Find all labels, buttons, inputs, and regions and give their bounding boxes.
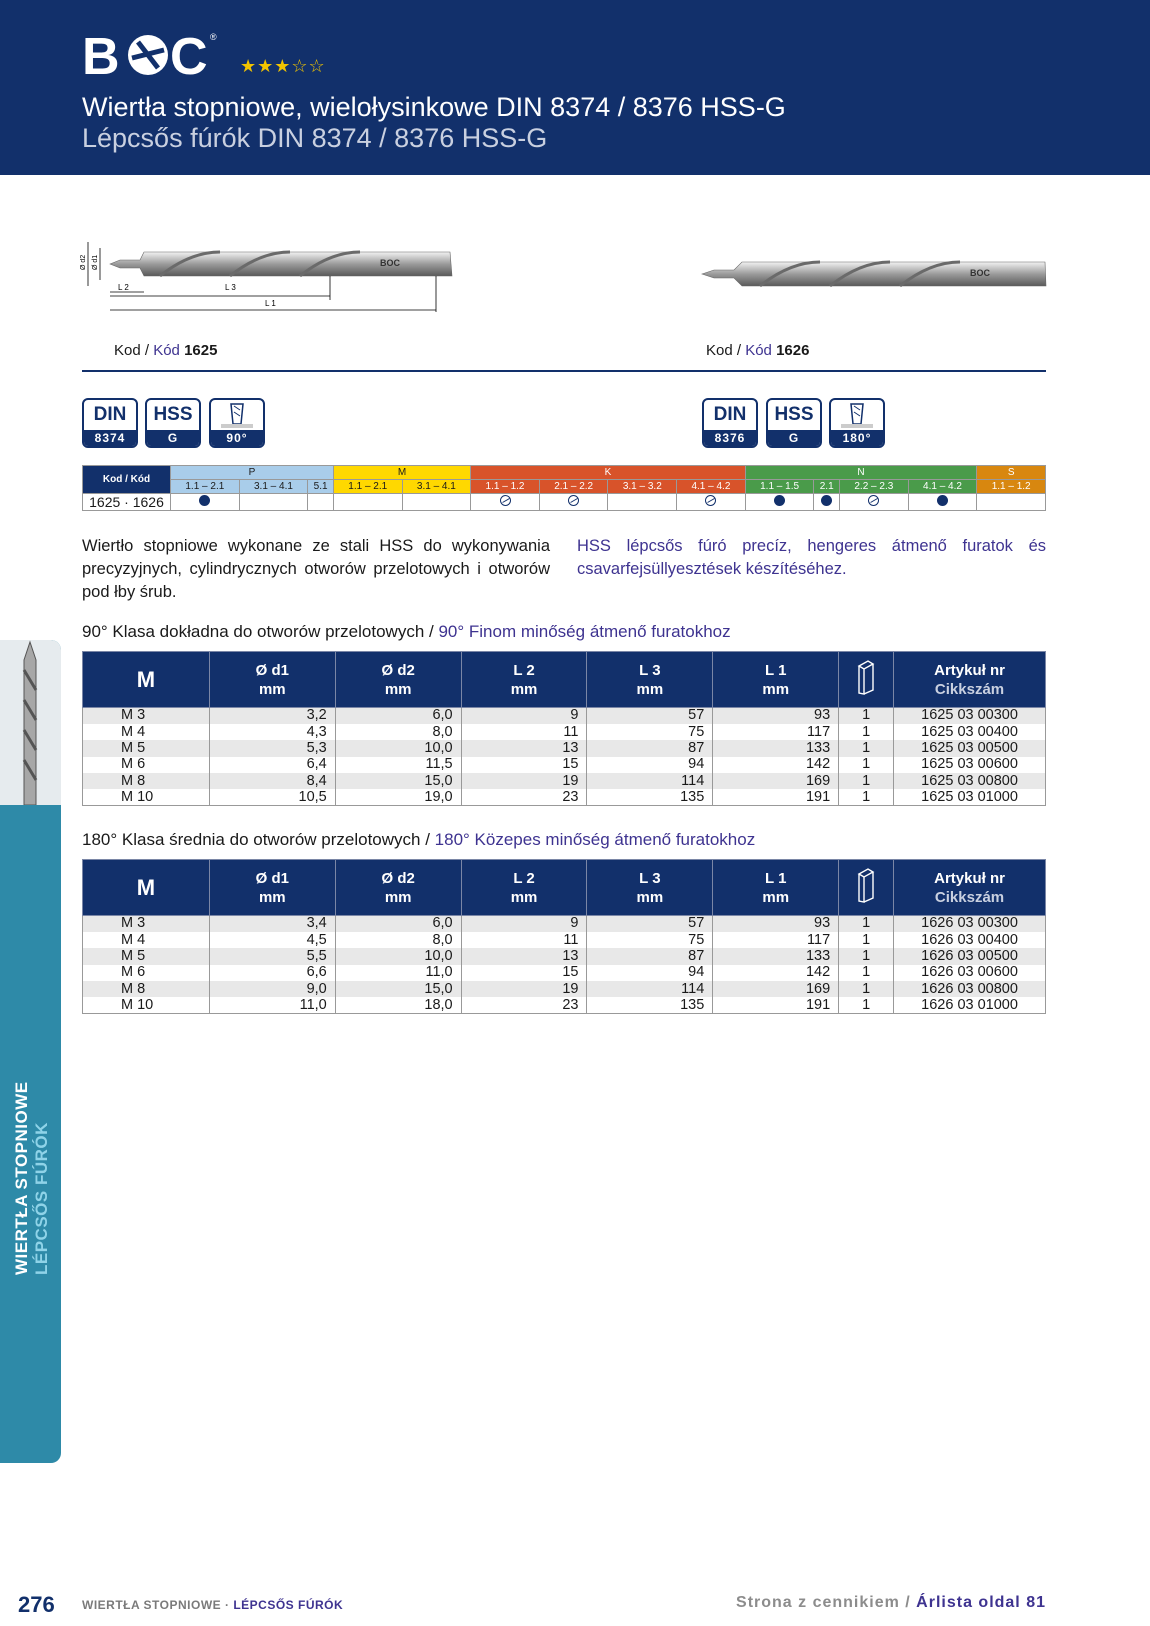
- table-cell: 135: [587, 997, 713, 1013]
- full-dot-icon: [937, 495, 948, 506]
- table-cell: 9: [461, 708, 587, 724]
- table-cell: 23: [461, 997, 587, 1013]
- angle-90-badge: 90°: [209, 398, 265, 448]
- material-mark: [840, 494, 909, 511]
- table-cell: 142: [713, 965, 839, 981]
- table-cell: 1626 03 00800: [894, 981, 1046, 997]
- boc-logo: [82, 28, 222, 80]
- table-cell: 1626 03 00500: [894, 948, 1046, 964]
- full-dot-icon: [199, 495, 210, 506]
- table-cell: 15,0: [335, 981, 461, 997]
- col-m: M: [83, 860, 210, 916]
- rating-stars: ★★★☆☆: [240, 56, 326, 76]
- table-row: [83, 740, 1046, 756]
- table-cell: 4,3: [209, 724, 335, 740]
- footer-section: WIERTŁA STOPNIOWE · LÉPCSŐS FÚRÓK: [82, 1598, 344, 1612]
- table-cell: M 8: [83, 981, 210, 997]
- table-cell: 114: [587, 773, 713, 789]
- svg-text:BOC: BOC: [970, 268, 990, 278]
- table-cell: 4,5: [209, 932, 335, 948]
- angle-180-badge: 180°: [829, 398, 885, 448]
- table-cell: 87: [587, 948, 713, 964]
- table-cell: 169: [713, 773, 839, 789]
- svg-text:C: C: [170, 28, 208, 80]
- table-row: [83, 724, 1046, 740]
- table-cell: 133: [713, 948, 839, 964]
- table-cell: 19,0: [335, 789, 461, 805]
- group-m: M: [333, 466, 470, 480]
- hss-g-badge-2: HSS G: [766, 398, 822, 448]
- svg-text:B: B: [82, 28, 120, 80]
- table-cell: 1625 03 00500: [894, 740, 1046, 756]
- material-mark: [471, 494, 540, 511]
- table-cell: 10,0: [335, 948, 461, 964]
- table-cell: 11: [461, 724, 587, 740]
- table-cell: 9: [461, 916, 587, 932]
- table-row: [83, 773, 1046, 789]
- table-cell: 8,4: [209, 773, 335, 789]
- table-cell: 1626 03 00300: [894, 916, 1046, 932]
- spec-table-1626: [82, 859, 1046, 1014]
- table-cell: 93: [713, 916, 839, 932]
- table-cell: 75: [587, 932, 713, 948]
- table-cell: 11,0: [335, 965, 461, 981]
- col-l2: L 2 mm: [461, 652, 587, 708]
- material-mark: [745, 494, 814, 511]
- page-title-hu: Lépcsős fúrók DIN 8374 / 8376 HSS-G: [82, 123, 548, 153]
- table-cell: 114: [587, 981, 713, 997]
- table-row: [83, 997, 1046, 1013]
- table-cell: 6,4: [209, 757, 335, 773]
- table-cell: 1626 03 00600: [894, 965, 1046, 981]
- col-article: Artykuł nr Cikkszám: [894, 860, 1046, 916]
- table-cell: 1625 03 00800: [894, 773, 1046, 789]
- pack-icon: [839, 860, 894, 916]
- table-cell: 1: [839, 948, 894, 964]
- table-cell: 1: [839, 740, 894, 756]
- half-circle-icon: [568, 495, 579, 506]
- spec-table-1625: [82, 651, 1046, 806]
- sub: 1.1 – 2.1: [171, 480, 240, 494]
- d2-label: Ø d2: [80, 254, 87, 270]
- table-cell: 23: [461, 789, 587, 805]
- table-cell: 11,5: [335, 757, 461, 773]
- material-table: [82, 465, 1046, 511]
- table-cell: 5,3: [209, 740, 335, 756]
- table-row: [83, 708, 1046, 724]
- table-cell: 117: [713, 724, 839, 740]
- sub: 4.1 – 4.2: [677, 480, 746, 494]
- d1-label: Ø d1: [92, 254, 99, 270]
- hss-g-badge: HSS G: [145, 398, 201, 448]
- table-cell: 1626 03 01000: [894, 997, 1046, 1013]
- table-cell: 1: [839, 773, 894, 789]
- sub: 1.1 – 1.5: [745, 480, 814, 494]
- half-circle-icon: [868, 495, 879, 506]
- table-cell: 169: [713, 981, 839, 997]
- sub: 3.1 – 4.1: [239, 480, 308, 494]
- svg-text:BOC: BOC: [380, 258, 400, 268]
- table-cell: 6,0: [335, 708, 461, 724]
- material-mark: [608, 494, 677, 511]
- table-cell: 1: [839, 916, 894, 932]
- l2-label: L 2: [118, 283, 129, 292]
- kod-label: Kod / Kód: [83, 466, 171, 494]
- table-cell: 133: [713, 740, 839, 756]
- description-pl: Wiertło stopniowe wykonane ze stali HSS do wykonywania precyzyjnych, cylindrycznych otworów przelotowych i otworów pod łby śrub.: [82, 537, 550, 601]
- table-cell: 18,0: [335, 997, 461, 1013]
- table-cell: 94: [587, 757, 713, 773]
- material-mark: [171, 494, 240, 511]
- col-d2: Ø d2 mm: [335, 652, 461, 708]
- full-dot-icon: [821, 495, 832, 506]
- table-cell: 1626 03 00400: [894, 932, 1046, 948]
- col-article: Artykuł nr Cikkszám: [894, 652, 1046, 708]
- table-cell: 1: [839, 789, 894, 805]
- sub: 1.1 – 1.2: [977, 480, 1046, 494]
- table-cell: 11,0: [209, 997, 335, 1013]
- group-p: P: [171, 466, 334, 480]
- table-cell: 94: [587, 965, 713, 981]
- table-row: [83, 789, 1046, 805]
- table-cell: 1625 03 00300: [894, 708, 1046, 724]
- group-n: N: [745, 466, 977, 480]
- side-drill-image: [0, 640, 61, 805]
- material-mark: [239, 494, 308, 511]
- group-s: S: [977, 466, 1046, 480]
- table-cell: 1625 03 00400: [894, 724, 1046, 740]
- group-k: K: [471, 466, 746, 480]
- col-d1: Ø d1 mm: [209, 652, 335, 708]
- table-cell: M 4: [83, 724, 210, 740]
- col-d1: Ø d1 mm: [209, 860, 335, 916]
- col-l3: L 3 mm: [587, 860, 713, 916]
- table-cell: 75: [587, 724, 713, 740]
- code-cell: 1625 · 1626: [83, 494, 171, 511]
- drill-point-icon: [831, 400, 883, 430]
- material-mark: [814, 494, 840, 511]
- kod-1626: Kod / Kód 1626: [706, 342, 810, 359]
- full-dot-icon: [774, 495, 785, 506]
- table-cell: 135: [587, 789, 713, 805]
- description-hu: HSS lépcsős fúró precíz, hengeres átmenő furatok és csavarfejsüllyesztések készítéséhez.: [577, 537, 1046, 578]
- table-cell: 1: [839, 932, 894, 948]
- sub: 1.1 – 2.1: [333, 480, 402, 494]
- table-cell: 10,5: [209, 789, 335, 805]
- table-cell: 1: [839, 757, 894, 773]
- table-cell: 13: [461, 740, 587, 756]
- table-cell: 1: [839, 965, 894, 981]
- l1-label: L 1: [265, 299, 276, 308]
- sub: 2.1 – 2.2: [539, 480, 608, 494]
- col-d2: Ø d2 mm: [335, 860, 461, 916]
- din-8374-badge: DIN 8374: [82, 398, 138, 448]
- table-cell: 93: [713, 708, 839, 724]
- drill-point-icon: [211, 400, 263, 430]
- svg-text:®: ®: [210, 32, 217, 42]
- table-cell: 1: [839, 708, 894, 724]
- kod-1625: Kod / Kód 1625: [114, 342, 218, 359]
- table-cell: 1: [839, 724, 894, 740]
- col-l1: L 1 mm: [713, 652, 839, 708]
- page-header: [0, 0, 1150, 175]
- table-cell: 1: [839, 981, 894, 997]
- sub: 5.1: [308, 480, 334, 494]
- material-mark: [539, 494, 608, 511]
- table-cell: 10,0: [335, 740, 461, 756]
- material-mark: [402, 494, 471, 511]
- table-cell: 11: [461, 932, 587, 948]
- table-cell: M 10: [83, 997, 210, 1013]
- table-cell: 1625 03 01000: [894, 789, 1046, 805]
- footer-price-ref: Strona z cennikiem / Árlista oldal 81: [736, 1594, 1046, 1611]
- sub: 4.1 – 4.2: [908, 480, 977, 494]
- table-row: [83, 757, 1046, 773]
- side-tab-label: WIERTŁA STOPNIOWE LÉPCSŐS FÚRÓK: [12, 1081, 51, 1275]
- sub: 2.2 – 2.3: [840, 480, 909, 494]
- table-cell: 3,4: [209, 916, 335, 932]
- sub: 3.1 – 3.2: [608, 480, 677, 494]
- table-cell: 9,0: [209, 981, 335, 997]
- table-cell: 19: [461, 981, 587, 997]
- col-l1: L 1 mm: [713, 860, 839, 916]
- din-8376-badge: DIN 8376: [702, 398, 758, 448]
- table-cell: M 3: [83, 916, 210, 932]
- table-cell: 3,2: [209, 708, 335, 724]
- table-cell: 5,5: [209, 948, 335, 964]
- section-title-90: 90° Klasa dokładna do otworów przelotowych / 90° Finom minőség átmenő furatokhoz: [82, 622, 731, 641]
- table-cell: M 3: [83, 708, 210, 724]
- table-cell: 15,0: [335, 773, 461, 789]
- table-cell: 15: [461, 965, 587, 981]
- table-cell: M 8: [83, 773, 210, 789]
- page-title-pl: Wiertła stopniowe, wielołysinkowe DIN 8374 / 8376 HSS-G: [82, 92, 786, 122]
- col-m: M: [83, 652, 210, 708]
- table-cell: M 10: [83, 789, 210, 805]
- drill-drawing-1626: [690, 250, 1050, 300]
- table-cell: 191: [713, 789, 839, 805]
- table-cell: 142: [713, 757, 839, 773]
- table-cell: 6,6: [209, 965, 335, 981]
- divider: [82, 370, 1046, 372]
- table-row: [83, 916, 1046, 932]
- sub: 1.1 – 1.2: [471, 480, 540, 494]
- material-mark: [677, 494, 746, 511]
- material-mark: [908, 494, 977, 511]
- table-cell: M 6: [83, 965, 210, 981]
- sub: 2.1: [814, 480, 840, 494]
- table-cell: 1: [839, 997, 894, 1013]
- half-circle-icon: [705, 495, 716, 506]
- table-row: [83, 948, 1046, 964]
- table-cell: 117: [713, 932, 839, 948]
- l3-label: L 3: [225, 283, 236, 292]
- material-mark: [308, 494, 334, 511]
- table-cell: 1625 03 00600: [894, 757, 1046, 773]
- table-cell: M 5: [83, 948, 210, 964]
- table-cell: 19: [461, 773, 587, 789]
- table-cell: 13: [461, 948, 587, 964]
- col-l2: L 2 mm: [461, 860, 587, 916]
- table-cell: 6,0: [335, 916, 461, 932]
- table-cell: M 4: [83, 932, 210, 948]
- material-mark: [977, 494, 1046, 511]
- material-mark: [333, 494, 402, 511]
- table-cell: 8,0: [335, 724, 461, 740]
- table-cell: 87: [587, 740, 713, 756]
- table-cell: 191: [713, 997, 839, 1013]
- drill-drawing-1625: [80, 240, 460, 325]
- table-row: [83, 981, 1046, 997]
- page-number: 276: [18, 1592, 55, 1617]
- table-row: [83, 932, 1046, 948]
- col-l3: L 3 mm: [587, 652, 713, 708]
- half-circle-icon: [500, 495, 511, 506]
- table-cell: 15: [461, 757, 587, 773]
- table-cell: 57: [587, 708, 713, 724]
- table-cell: 8,0: [335, 932, 461, 948]
- table-cell: 57: [587, 916, 713, 932]
- sub: 3.1 – 4.1: [402, 480, 471, 494]
- table-cell: M 5: [83, 740, 210, 756]
- table-cell: M 6: [83, 757, 210, 773]
- section-title-180: 180° Klasa średnia do otworów przelotowych / 180° Közepes minőség átmenő furatokhoz: [82, 830, 756, 849]
- table-row: [83, 965, 1046, 981]
- pack-icon: [839, 652, 894, 708]
